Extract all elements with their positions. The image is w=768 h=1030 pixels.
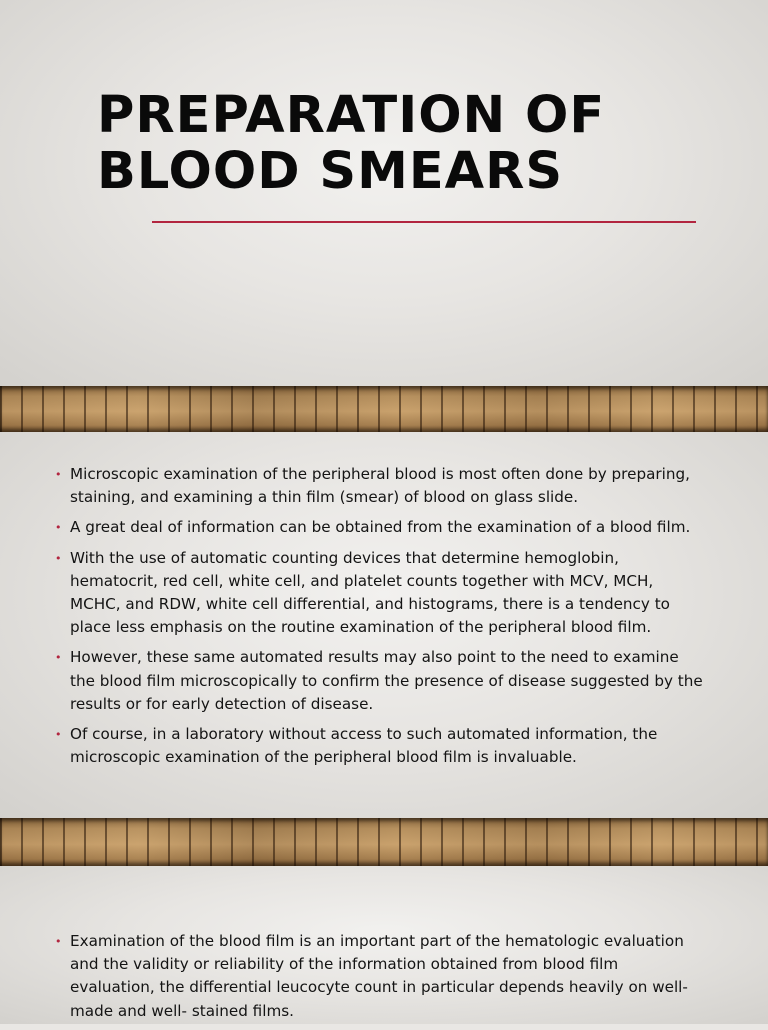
bullet-text: Microscopic examination of the peripheral blood is most often done by preparing, staining, and examining a thin film (smear) of blood on glass slide. (70, 465, 690, 507)
title-underline (152, 221, 696, 223)
bullet-text: With the use of automatic counting devices that determine hemoglobin, hematocrit, red cell, white cell, and platelet counts together with MCV, MCH, MCHC, and RDW, white cell differential, and histograms, there is a tendency to place less emphasis on the routine examination of the peripheral blood film. (70, 548, 670, 637)
bullet-list-slide-2 (55, 463, 705, 776)
list-item (55, 930, 705, 1023)
list-item (55, 547, 705, 640)
bullet-list-slide-3 (55, 930, 705, 1030)
bullet-dot-icon: • (55, 935, 62, 948)
wood-floor-divider (0, 386, 768, 432)
list-item (55, 723, 705, 769)
bullet-text: Of course, in a laboratory without access to such automated information, the microscopic examination of the peripheral blood film is invaluable. (70, 725, 658, 767)
bullet-dot-icon: • (55, 468, 62, 481)
bullet-dot-icon: • (55, 651, 62, 665)
page-title (97, 88, 737, 200)
bullet-text: A great deal of information can be obtained from the examination of a blood film. (70, 518, 691, 537)
list-item (55, 516, 705, 539)
bullet-text: Examination of the blood film is an important part of the hematologic evaluation and the validity or reliability of the information obtained from blood film evaluation, the differential leucocyte count in particular depends heavily on well-made and well- stained films. (70, 932, 688, 1020)
title-slide (0, 0, 768, 386)
bullet-dot-icon: • (55, 521, 62, 535)
bullet-dot-icon: • (55, 728, 62, 742)
title-line-1: PREPARATION OF (97, 86, 606, 145)
wood-floor-divider (0, 818, 768, 866)
bullet-text: However, these same automated results may also point to the need to examine the blood film microscopically to confirm the presence of disease suggested by the results or for early detection of disease. (70, 648, 703, 713)
bullet-dot-icon: • (55, 551, 62, 565)
list-item (55, 646, 705, 716)
list-item (55, 463, 705, 509)
title-line-2: BLOOD SMEARS (97, 142, 564, 201)
